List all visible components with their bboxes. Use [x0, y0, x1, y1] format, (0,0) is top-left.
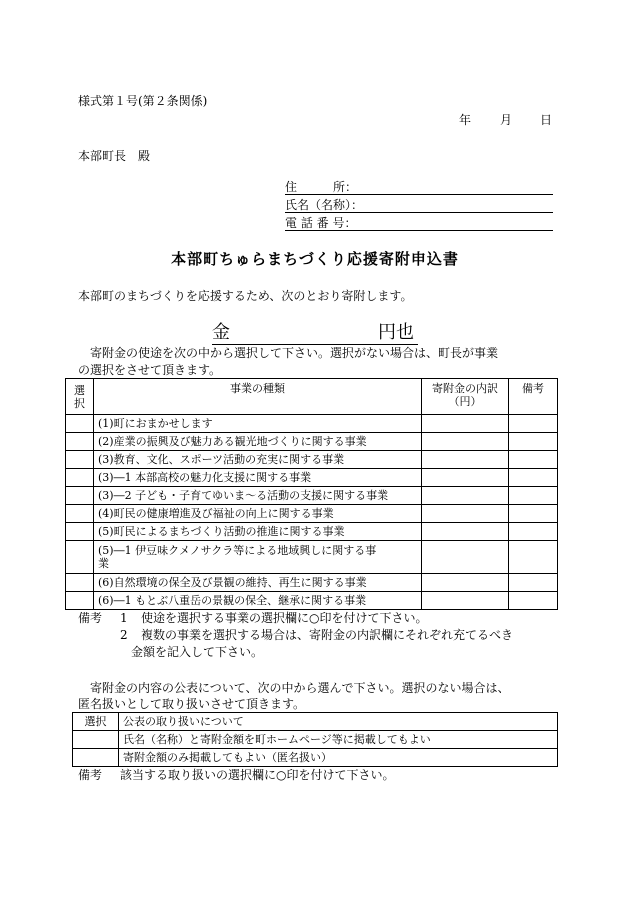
select-cell[interactable] [66, 487, 94, 505]
form-title: 本部町ちゅらまちづくり応援寄附申込書 [171, 250, 459, 268]
table-row [66, 541, 558, 574]
remarks-cell[interactable] [509, 523, 558, 541]
publication-table [72, 712, 558, 767]
remarks-cell[interactable] [509, 451, 558, 469]
table-row [66, 592, 558, 610]
intro-text: 本部町のまちづくりを応援するため、次のとおり寄附します。 [78, 289, 413, 303]
row-label: (3)教育、文化、スポーツ活動の充実に関する事業 [94, 451, 422, 469]
usage-notes-label: 備考 [78, 611, 103, 625]
select-cell[interactable] [66, 415, 94, 433]
header-type: 事業の種類 [94, 379, 422, 415]
option-label: 寄附金額のみ掲載してもよい（匿名扱い） [119, 749, 558, 767]
remarks-cell[interactable] [509, 469, 558, 487]
select-cell[interactable] [66, 433, 94, 451]
breakdown-cell[interactable] [422, 487, 509, 505]
remarks-cell[interactable] [509, 592, 558, 610]
header-remarks: 備考 [509, 379, 558, 415]
select-cell[interactable] [66, 541, 94, 574]
publication-note: 該当する取り扱いの選択欄に○印を付けて下さい。 [120, 768, 395, 782]
usage-table-header [66, 379, 558, 415]
row-label: (6)自然環境の保全及び景観の維持、再生に関する事業 [94, 574, 422, 592]
date-day-label: 日 [540, 113, 553, 127]
row-label: (2)産業の振興及び魅力ある観光地づくりに関する事業 [94, 433, 422, 451]
table-row [66, 574, 558, 592]
breakdown-cell[interactable] [422, 505, 509, 523]
remarks-cell[interactable] [509, 415, 558, 433]
breakdown-cell[interactable] [422, 523, 509, 541]
select-cell[interactable] [73, 731, 119, 749]
select-cell[interactable] [66, 505, 94, 523]
publication-table-header [73, 713, 558, 731]
breakdown-cell[interactable] [422, 415, 509, 433]
amount-suffix: 円也 [378, 322, 414, 343]
table-row [66, 523, 558, 541]
usage-instruction-line1: 寄附金の使途を次の中から選択して下さい。選択がない場合は、町長が事業 [78, 346, 499, 360]
row-label: (5)―1 伊豆味クメノサクラ等による地域興しに関する事 業 [94, 541, 422, 574]
usage-note1-number: 1 [120, 611, 128, 625]
date-year-label: 年 [459, 113, 472, 127]
publication-note-label: 備考 [78, 768, 103, 782]
remarks-cell[interactable] [509, 541, 558, 574]
table-row [66, 505, 558, 523]
usage-table [65, 378, 558, 610]
address-label: 住 所： [285, 180, 358, 194]
select-cell[interactable] [66, 592, 94, 610]
header-select: 選択 [73, 713, 119, 731]
select-cell[interactable] [73, 749, 119, 767]
row-label: (4)町民の健康増進及び福祉の向上に関する事業 [94, 505, 422, 523]
table-row [66, 487, 558, 505]
option-label: 氏名（名称）と寄附金額を町ホームページ等に掲載してもよい [119, 731, 558, 749]
publication-instruction-line2: 匿名扱いとして取り扱いさせて頂きます。 [78, 697, 306, 711]
usage-note2-number: 2 [120, 628, 128, 642]
row-label: (6)―1 もとぶ八重岳の景観の保全、継承に関する事業 [94, 592, 422, 610]
remarks-cell[interactable] [509, 487, 558, 505]
name-field[interactable] [285, 196, 553, 213]
usage-note1: 使途を選択する事業の選択欄に○印を付けて下さい。 [141, 611, 428, 625]
usage-note2-line1: 複数の事業を選択する場合は、寄附金の内訳欄にそれぞれ充てるべき [141, 628, 514, 642]
amount-field[interactable] [212, 322, 418, 345]
table-row [66, 433, 558, 451]
row-label: (3)―1 本部高校の魅力化支援に関する事業 [94, 469, 422, 487]
header-select: 選 択 [66, 379, 94, 415]
select-cell[interactable] [66, 469, 94, 487]
usage-note2-line2: 金額を記入して下さい。 [131, 645, 264, 659]
addressee: 本部町長 殿 [78, 149, 151, 163]
date-month-label: 月 [500, 113, 513, 127]
breakdown-cell[interactable] [422, 541, 509, 574]
breakdown-cell[interactable] [422, 451, 509, 469]
table-row [66, 415, 558, 433]
select-cell[interactable] [66, 523, 94, 541]
header-breakdown: 寄附金の内訳 （円） [422, 379, 509, 415]
row-label: (5)町民によるまちづくり活動の推進に関する事業 [94, 523, 422, 541]
name-label: 氏名（名称）： [285, 198, 364, 212]
remarks-cell[interactable] [509, 433, 558, 451]
row-label: (1)町におまかせします [94, 415, 422, 433]
table-row [66, 469, 558, 487]
address-field[interactable] [285, 178, 553, 195]
amount-prefix: 金 [212, 322, 230, 343]
remarks-cell[interactable] [509, 574, 558, 592]
breakdown-cell[interactable] [422, 433, 509, 451]
row-label: (3)―2 子ども・子育てゆいま～る活動の支援に関する事業 [94, 487, 422, 505]
remarks-cell[interactable] [509, 505, 558, 523]
table-row [66, 451, 558, 469]
form-number: 様式第１号(第２条関係) [78, 94, 208, 108]
select-cell[interactable] [66, 574, 94, 592]
publication-instruction-line1: 寄附金の内容の公表について、次の中から選んで下さい。選択のない場合は、 [78, 681, 510, 695]
breakdown-cell[interactable] [422, 574, 509, 592]
table-row [73, 731, 558, 749]
select-cell[interactable] [66, 451, 94, 469]
table-row [73, 749, 558, 767]
phone-label: 電 話 番 号： [285, 216, 357, 230]
breakdown-cell[interactable] [422, 592, 509, 610]
phone-field[interactable] [285, 214, 553, 231]
header-handling: 公表の取り扱いについて [119, 713, 558, 731]
usage-instruction-line2: の選択をさせて頂きます。 [78, 363, 222, 377]
breakdown-cell[interactable] [422, 469, 509, 487]
